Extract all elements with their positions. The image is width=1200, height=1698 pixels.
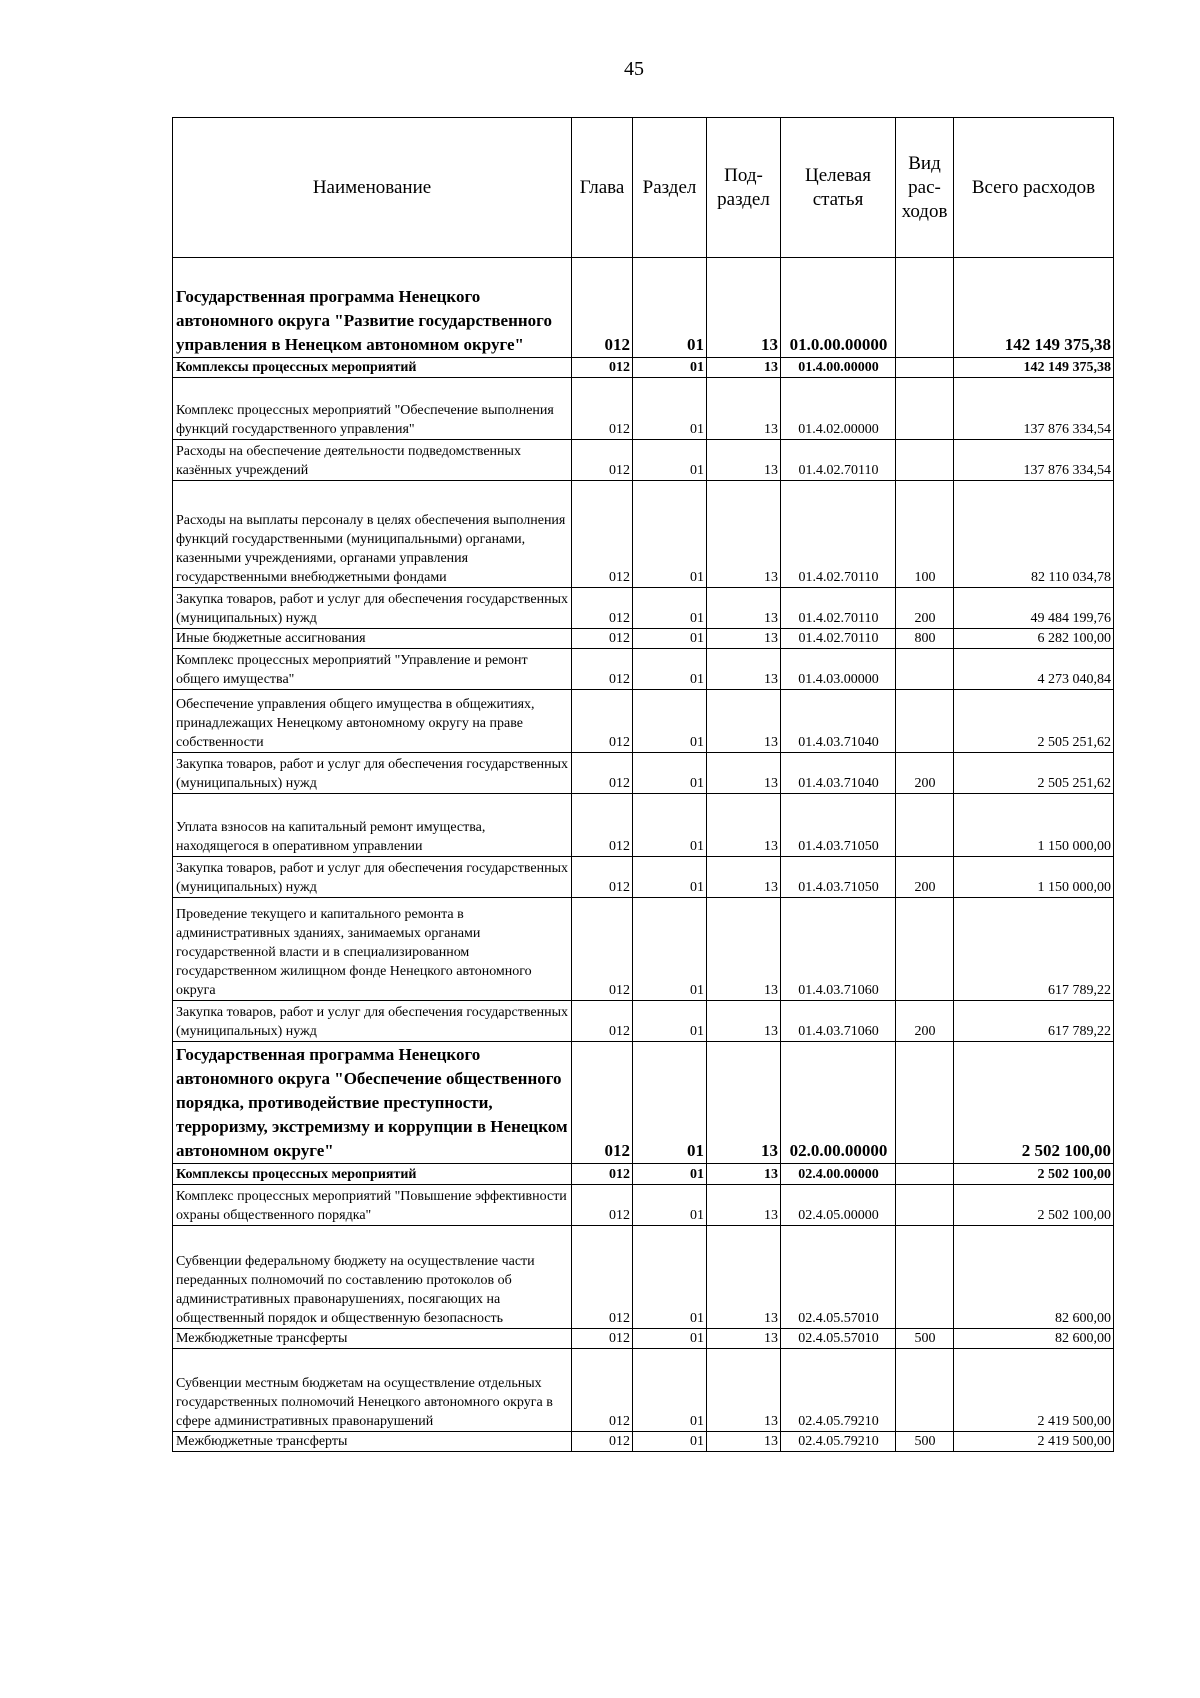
table-row <box>173 649 1114 690</box>
table-row <box>173 1164 1114 1185</box>
row-total: 137 876 334,54 <box>954 440 1114 481</box>
row-glava: 012 <box>572 258 633 358</box>
row-razdel: 01 <box>633 1001 707 1042</box>
row-podrazdel: 13 <box>707 794 781 857</box>
row-celevaya: 01.4.02.00000 <box>781 378 896 440</box>
row-razdel: 01 <box>633 1432 707 1452</box>
row-celevaya: 02.4.05.57010 <box>781 1226 896 1329</box>
row-glava: 012 <box>572 649 633 690</box>
row-podrazdel: 13 <box>707 857 781 898</box>
row-vid <box>896 378 954 440</box>
table-row <box>173 1001 1114 1042</box>
row-glava: 012 <box>572 440 633 481</box>
row-name: Субвенции местным бюджетам на осуществление отдельных государственных полномочий Ненецкого автономного округа в сфере административных правонарушений <box>173 1349 572 1432</box>
row-razdel: 01 <box>633 1164 707 1185</box>
table-row <box>173 794 1114 857</box>
row-vid <box>896 1042 954 1164</box>
header-glava: Глава <box>572 118 633 258</box>
table-row <box>173 1432 1114 1452</box>
row-celevaya: 01.4.03.00000 <box>781 649 896 690</box>
row-vid <box>896 690 954 753</box>
header-total: Всего расходов <box>954 118 1114 258</box>
row-vid <box>896 1164 954 1185</box>
row-podrazdel: 13 <box>707 258 781 358</box>
row-glava: 012 <box>572 857 633 898</box>
row-glava: 012 <box>572 898 633 1001</box>
row-total: 82 600,00 <box>954 1226 1114 1329</box>
row-celevaya: 01.4.03.71040 <box>781 690 896 753</box>
row-total: 82 110 034,78 <box>954 481 1114 588</box>
row-glava: 012 <box>572 794 633 857</box>
row-name: Комплексы процессных мероприятий <box>173 1164 572 1185</box>
row-name: Комплекс процессных мероприятий "Управление и ремонт общего имущества" <box>173 649 572 690</box>
row-glava: 012 <box>572 1001 633 1042</box>
row-podrazdel: 13 <box>707 898 781 1001</box>
row-podrazdel: 13 <box>707 629 781 649</box>
row-celevaya: 02.4.05.79210 <box>781 1349 896 1432</box>
row-name: Проведение текущего и капитального ремонта в административных зданиях, занимаемых органами государственной власти и в специализированном государственном жилищном фонде Ненецкого автономного округа <box>173 898 572 1001</box>
header-podrazdel: Под- раздел <box>707 118 781 258</box>
row-glava: 012 <box>572 588 633 629</box>
row-podrazdel: 13 <box>707 1349 781 1432</box>
row-razdel: 01 <box>633 857 707 898</box>
row-name: Закупка товаров, работ и услуг для обеспечения государственных (муниципальных) нужд <box>173 753 572 794</box>
row-vid: 100 <box>896 481 954 588</box>
row-razdel: 01 <box>633 1226 707 1329</box>
row-celevaya: 02.0.00.00000 <box>781 1042 896 1164</box>
row-razdel: 01 <box>633 440 707 481</box>
row-podrazdel: 13 <box>707 1164 781 1185</box>
table-row <box>173 753 1114 794</box>
row-vid <box>896 1185 954 1226</box>
row-name: Закупка товаров, работ и услуг для обеспечения государственных (муниципальных) нужд <box>173 857 572 898</box>
row-total: 142 149 375,38 <box>954 258 1114 358</box>
row-total: 617 789,22 <box>954 898 1114 1001</box>
row-razdel: 01 <box>633 690 707 753</box>
row-podrazdel: 13 <box>707 1042 781 1164</box>
row-total: 2 502 100,00 <box>954 1042 1114 1164</box>
table-row <box>173 258 1114 358</box>
row-vid: 800 <box>896 629 954 649</box>
row-podrazdel: 13 <box>707 1432 781 1452</box>
row-vid <box>896 898 954 1001</box>
row-name: Комплекс процессных мероприятий "Обеспечение выполнения функций государственного управления" <box>173 378 572 440</box>
row-razdel: 01 <box>633 629 707 649</box>
row-celevaya: 01.4.02.70110 <box>781 588 896 629</box>
table-row <box>173 898 1114 1001</box>
row-glava: 012 <box>572 629 633 649</box>
row-podrazdel: 13 <box>707 588 781 629</box>
table-row <box>173 481 1114 588</box>
table-row <box>173 690 1114 753</box>
row-podrazdel: 13 <box>707 481 781 588</box>
row-total: 6 282 100,00 <box>954 629 1114 649</box>
header-celevaya-statya: Целевая статья <box>781 118 896 258</box>
row-razdel: 01 <box>633 898 707 1001</box>
row-vid <box>896 1349 954 1432</box>
row-vid: 200 <box>896 588 954 629</box>
row-name: Расходы на обеспечение деятельности подведомственных казённых учреждений <box>173 440 572 481</box>
row-total: 137 876 334,54 <box>954 378 1114 440</box>
row-glava: 012 <box>572 358 633 378</box>
row-podrazdel: 13 <box>707 649 781 690</box>
row-glava: 012 <box>572 1185 633 1226</box>
header-razdel: Раздел <box>633 118 707 258</box>
row-vid <box>896 358 954 378</box>
row-vid: 200 <box>896 857 954 898</box>
row-total: 2 419 500,00 <box>954 1432 1114 1452</box>
row-name: Закупка товаров, работ и услуг для обеспечения государственных (муниципальных) нужд <box>173 1001 572 1042</box>
row-total: 2 505 251,62 <box>954 690 1114 753</box>
table-row <box>173 358 1114 378</box>
row-total: 2 419 500,00 <box>954 1349 1114 1432</box>
row-razdel: 01 <box>633 753 707 794</box>
row-name: Уплата взносов на капитальный ремонт имущества, находящегося в оперативном управлении <box>173 794 572 857</box>
row-celevaya: 01.4.02.70110 <box>781 629 896 649</box>
row-glava: 012 <box>572 753 633 794</box>
row-name: Межбюджетные трансферты <box>173 1432 572 1452</box>
row-razdel: 01 <box>633 378 707 440</box>
row-glava: 012 <box>572 1349 633 1432</box>
row-glava: 012 <box>572 378 633 440</box>
row-name: Расходы на выплаты персоналу в целях обеспечения выполнения функций государственными (муниципальными) органами, казенными учреждениями, органами управления государственными внебюджетными фондами <box>173 481 572 588</box>
row-total: 4 273 040,84 <box>954 649 1114 690</box>
row-name: Обеспечение управления общего имущества в общежитиях, принадлежащих Ненецкому автономному округу на праве собственности <box>173 690 572 753</box>
row-celevaya: 01.4.00.00000 <box>781 358 896 378</box>
table-row <box>173 1349 1114 1432</box>
row-razdel: 01 <box>633 1042 707 1164</box>
row-razdel: 01 <box>633 1329 707 1349</box>
row-podrazdel: 13 <box>707 690 781 753</box>
row-glava: 012 <box>572 481 633 588</box>
table-header-row <box>173 118 1114 258</box>
row-celevaya: 02.4.05.00000 <box>781 1185 896 1226</box>
page-number: 45 <box>624 58 644 80</box>
row-name: Комплекс процессных мероприятий "Повышение эффективности охраны общественного порядка" <box>173 1185 572 1226</box>
row-celevaya: 02.4.05.79210 <box>781 1432 896 1452</box>
row-celevaya: 01.4.03.71050 <box>781 794 896 857</box>
row-razdel: 01 <box>633 358 707 378</box>
row-glava: 012 <box>572 1329 633 1349</box>
table-row <box>173 440 1114 481</box>
row-glava: 012 <box>572 1042 633 1164</box>
table-row <box>173 378 1114 440</box>
row-vid <box>896 794 954 857</box>
row-podrazdel: 13 <box>707 1001 781 1042</box>
table-row <box>173 588 1114 629</box>
row-podrazdel: 13 <box>707 378 781 440</box>
table-row <box>173 629 1114 649</box>
row-razdel: 01 <box>633 1349 707 1432</box>
row-celevaya: 02.4.05.57010 <box>781 1329 896 1349</box>
row-name: Закупка товаров, работ и услуг для обеспечения государственных (муниципальных) нужд <box>173 588 572 629</box>
row-glava: 012 <box>572 1164 633 1185</box>
header-name: Наименование <box>173 118 572 258</box>
table-row <box>173 857 1114 898</box>
row-celevaya: 01.4.03.71060 <box>781 898 896 1001</box>
row-razdel: 01 <box>633 1185 707 1226</box>
row-glava: 012 <box>572 1226 633 1329</box>
row-razdel: 01 <box>633 794 707 857</box>
row-celevaya: 01.4.02.70110 <box>781 481 896 588</box>
row-total: 82 600,00 <box>954 1329 1114 1349</box>
row-celevaya: 01.4.02.70110 <box>781 440 896 481</box>
row-total: 2 502 100,00 <box>954 1185 1114 1226</box>
row-total: 617 789,22 <box>954 1001 1114 1042</box>
row-vid: 200 <box>896 753 954 794</box>
row-total: 2 502 100,00 <box>954 1164 1114 1185</box>
row-podrazdel: 13 <box>707 1226 781 1329</box>
row-total: 142 149 375,38 <box>954 358 1114 378</box>
row-razdel: 01 <box>633 481 707 588</box>
row-name: Иные бюджетные ассигнования <box>173 629 572 649</box>
row-celevaya: 02.4.00.00000 <box>781 1164 896 1185</box>
row-podrazdel: 13 <box>707 1185 781 1226</box>
row-vid <box>896 440 954 481</box>
row-podrazdel: 13 <box>707 1329 781 1349</box>
row-name: Межбюджетные трансферты <box>173 1329 572 1349</box>
header-vid-rashodov: Вид рас- ходов <box>896 118 954 258</box>
row-name: Государственная программа Ненецкого автономного округа "Обеспечение общественного порядка, противодействие преступности, терроризму, экстремизму и коррупции в Ненецком автономном округе" <box>173 1042 572 1164</box>
table-row <box>173 1042 1114 1164</box>
row-celevaya: 01.4.03.71060 <box>781 1001 896 1042</box>
row-total: 1 150 000,00 <box>954 857 1114 898</box>
row-vid <box>896 258 954 358</box>
row-razdel: 01 <box>633 258 707 358</box>
row-razdel: 01 <box>633 649 707 690</box>
table-row <box>173 1226 1114 1329</box>
row-name: Комплексы процессных мероприятий <box>173 358 572 378</box>
row-vid <box>896 1226 954 1329</box>
row-glava: 012 <box>572 1432 633 1452</box>
row-total: 2 505 251,62 <box>954 753 1114 794</box>
row-glava: 012 <box>572 690 633 753</box>
row-vid: 500 <box>896 1432 954 1452</box>
row-podrazdel: 13 <box>707 440 781 481</box>
row-vid: 200 <box>896 1001 954 1042</box>
table-row <box>173 1329 1114 1349</box>
row-vid: 500 <box>896 1329 954 1349</box>
budget-table <box>172 117 1114 1452</box>
row-total: 1 150 000,00 <box>954 794 1114 857</box>
row-celevaya: 01.0.00.00000 <box>781 258 896 358</box>
row-vid <box>896 649 954 690</box>
row-name: Государственная программа Ненецкого автономного округа "Развитие государственного управления в Ненецком автономном округе" <box>173 258 572 358</box>
row-podrazdel: 13 <box>707 753 781 794</box>
row-total: 49 484 199,76 <box>954 588 1114 629</box>
row-razdel: 01 <box>633 588 707 629</box>
row-celevaya: 01.4.03.71050 <box>781 857 896 898</box>
table-row <box>173 1185 1114 1226</box>
row-podrazdel: 13 <box>707 358 781 378</box>
row-name: Субвенции федеральному бюджету на осуществление части переданных полномочий по составлению протоколов об административных правонарушениях, посягающих на общественный порядок и общественную безопасность <box>173 1226 572 1329</box>
row-celevaya: 01.4.03.71040 <box>781 753 896 794</box>
